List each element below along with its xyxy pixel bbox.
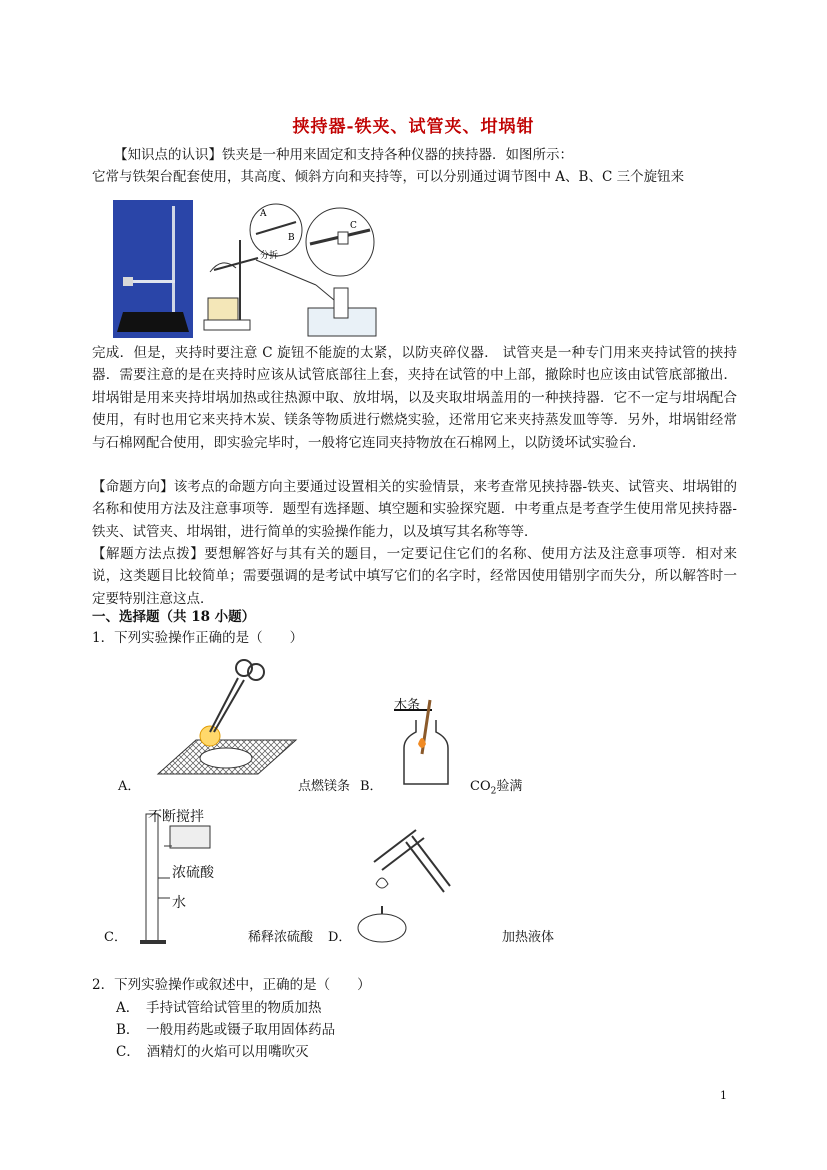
burning-magnesium-figure (148, 652, 298, 782)
label-b: B (288, 233, 295, 243)
q1-option-d-letter: D． (328, 930, 352, 945)
water-label: 水 (172, 895, 186, 911)
co2-subscript: 2 (490, 786, 497, 797)
co-text: CO (470, 779, 491, 794)
q2-stem: 2．下列实验操作或叙述中，正确的是（ ） (92, 977, 371, 993)
iron-stand-drawing (113, 200, 193, 338)
q1-option-b-letter: B． (360, 779, 383, 794)
page-number: 1 (720, 1089, 727, 1102)
acid-label: 浓硫酸 (172, 865, 214, 881)
q1-option-b-caption (470, 775, 522, 797)
label-split: 分拆 (260, 251, 279, 261)
intro-line-2: 它常与铁架台配套使用，其高度、倾斜方向和夹持等，可以分别通过调节图中 A、B、C 三个旋钮来 (92, 169, 685, 185)
q1-option-c-letter: C． (104, 930, 127, 945)
heating-liquid-figure (352, 822, 464, 946)
q2-option-a: A． 手持试管给试管里的物质加热 (116, 1000, 322, 1016)
intro-paragraph: 完成．但是，夹持时要注意 C 旋钮不能旋的太紧，以防夹碎仪器． 试管夹是一种专门用来夹持试管的挟持器．需要注意的是在夹持时应该从试管底部往上套，夹持在试管的中上部，撤除时也应该由试管底部撤出． 坩埚钳是用来夹持坩埚加热或往热源中取、放坩埚，以及夹取坩埚盖用的一种挟持器．它不一定与坩埚配合使用，有时也用它来夹持木炭、镁条等物质进行燃烧实验，还常用它来夹持蒸发皿等等．另外，坩埚钳经常与石棉网配合使用，即实验完毕时，一般将它连同夹持物放在石棉网上，以防烫坏试实验台. (92, 345, 737, 451)
q2-option-c: C． 酒精灯的火焰可以用嘴吹灭 (116, 1044, 309, 1060)
mutiao-label: 木条 (394, 698, 421, 713)
label-c: C (350, 221, 357, 231)
stir-label: 不断搅拌 (148, 809, 204, 825)
q1-option-a-caption: 点燃镁条 (298, 779, 351, 794)
section-heading: 一、选择题（共 18 小题） (92, 609, 256, 625)
q1-option-d-caption: 加热液体 (502, 930, 555, 945)
q1-option-a-letter: A． (118, 779, 141, 794)
q2-option-b: B． 一般用药匙或镊子取用固体药品 (116, 1022, 336, 1038)
jieti-paragraph: 【解题方法点拨】要想解答好与其有关的题目，一定要记住它们的名称、使用方法及注意事项等．相对来说，这类题目比较简单；需要强调的是考试中填写它们的名字时，经常因使用错别字而失分，所以解答时一定要特别注意这点． (92, 546, 737, 607)
page-title: 挟持器-铁夹、试管夹、坩埚钳 (292, 117, 535, 137)
mingti-paragraph: 【命题方向】该考点的命题方向主要通过设置相关的实验情景，来考查常见挟持器-铁夹、试管夹、坩埚钳的名称和使用方法及注意事项等．题型有选择题、填空题和实验探究题．中考重点是考查学生使用常见挟持器-铁夹、试管夹、坩埚钳，进行简单的实验操作能力，以及填写其名称等等． (92, 479, 737, 540)
iron-stand-photo (113, 200, 193, 338)
yanman-text: 验满 (496, 779, 523, 794)
intro-line-1: 【知识点的认识】铁夹是一种用来固定和支持各种仪器的挟持器．如图所示： (114, 147, 573, 163)
q1-option-c-caption: 稀释浓硫酸 (248, 930, 314, 945)
label-a: A (260, 209, 267, 219)
detail-circle-c (300, 200, 380, 304)
q1-stem: 1．下列实验操作正确的是（ ） (92, 630, 304, 646)
